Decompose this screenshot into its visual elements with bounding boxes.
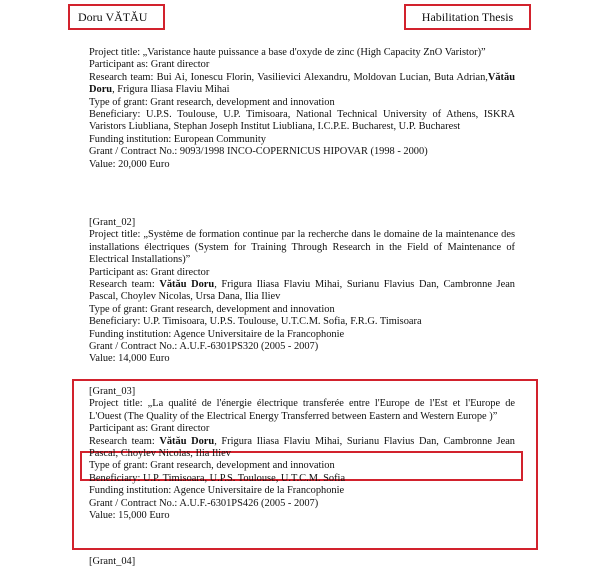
grant-02-participant: Participant as: Grant director (89, 266, 210, 278)
grant-01-contract: Grant / Contract No.: 9093/1998 INCO-COPERNICUS HIPOVAR (1998 - 2000) (89, 146, 428, 158)
header-author-box (68, 4, 165, 30)
grant-02-label: [Grant_02] (89, 217, 136, 228)
grant-03-contract: Grant / Contract No.: A.U.F.-6301PS426 (2005 - 2007) (89, 497, 319, 509)
grant-02-block (89, 217, 515, 366)
grant-01-value: Value: 20,000 Euro (89, 158, 170, 170)
grant-01-type: Type of grant: Grant research, development and innovation (89, 96, 335, 108)
grant-03-funding: Funding institution: Agence Universitaire de la Francophonie (89, 485, 345, 497)
grant-02-contract: Grant / Contract No.: A.U.F.-6301PS320 (2005 - 2007) (89, 341, 319, 353)
grant-01-team-highlight: Vătău Doru (89, 71, 515, 96)
grant-02-team: Research team: Vătău Doru, Frigura Iliasa Flaviu Mihai, Surianu Flavius Dan, Cambronne Jean Pascal, Choylev Nicolas, Ursa Dana, Ilia Iliev (89, 279, 515, 303)
header-doc-type: Habilitation Thesis (421, 10, 514, 24)
grant-01-funding: Funding institution: European Community (89, 133, 266, 145)
grant-01-team: Research team: Bui Ai, Ionescu Florin, Vasilievici Alexandru, Moldovan Lucian, Buta Adrian,Vătău Doru, Frigura Iliasa Flaviu Mihai (89, 71, 515, 96)
grant-03-team: Research team: Vătău Doru, Frigura Iliasa Flaviu Mihai, Surianu Flavius Dan, Cambronne Jean Pascal, Choylev Nicolas, Ilia Iliev (89, 435, 515, 460)
grant-04-label: [Grant_04] (89, 556, 136, 567)
grant-02-type: Type of grant: Grant research, development and innovation (89, 303, 335, 315)
grant-01-block (89, 47, 515, 171)
grant-03-type: Type of grant: Grant research, development and innovation (89, 460, 335, 472)
grant-02-beneficiary: Beneficiary: U.P. Timisoara, U.P.S. Toulouse, U.T.C.M. Sofia, F.R.G. Timisoara (89, 316, 422, 328)
grant-03-participant: Participant as: Grant director (89, 423, 210, 435)
grant-02-team-highlight: Vătău Doru (159, 279, 215, 291)
grant-01-beneficiary: Beneficiary: U.P.S. Toulouse, U.P. Timisoara, National Technical University of Athens, ISKRA Varistors Liubliana, Stephan Joseph Institut Liubliana, I.C.P.E. Bucharest, U.P. Bucharest (89, 109, 515, 133)
grant-02-value: Value: 14,000 Euro (89, 353, 170, 365)
grant-03-team-highlight: Vătău Doru (159, 435, 215, 447)
grant-02-title: Project title: „Système de formation continue par la recherche dans le domaine de la maintenance des installations électriques (System for Training Through Research in the Field of Maintenance of Electrical Installations)” (89, 229, 515, 266)
grant-03-block (89, 386, 515, 522)
grant-03-title: Project title: „La qualité de l'énergie électrique transferée entre l'Europe de l'Est et l'Europe de L'Ouest (The Quality of the Electrical Energy Transferred between Eastern and Western Europe )” (89, 398, 515, 422)
grant-03-label: [Grant_03] (89, 386, 136, 397)
header-doctype-box (404, 4, 531, 30)
grant-01-participant: Participant as: Grant director (89, 59, 210, 71)
grant-01-title: Project title: „Varistance haute puissance a base d'oxyde de zinc (High Capacity ZnO Varistor)” (89, 47, 486, 58)
grant-04-block (89, 556, 515, 568)
grant-02-funding: Funding institution: Agence Universitaire de la Francophonie (89, 328, 345, 340)
grant-03-value: Value: 15,000 Euro (89, 510, 170, 522)
grant-03-beneficiary: Beneficiary: U.P. Timisoara, U.P.S. Toulouse, U.T.C.M. Sofia (89, 472, 346, 484)
header-author: Doru VĂTĂU (78, 10, 148, 24)
